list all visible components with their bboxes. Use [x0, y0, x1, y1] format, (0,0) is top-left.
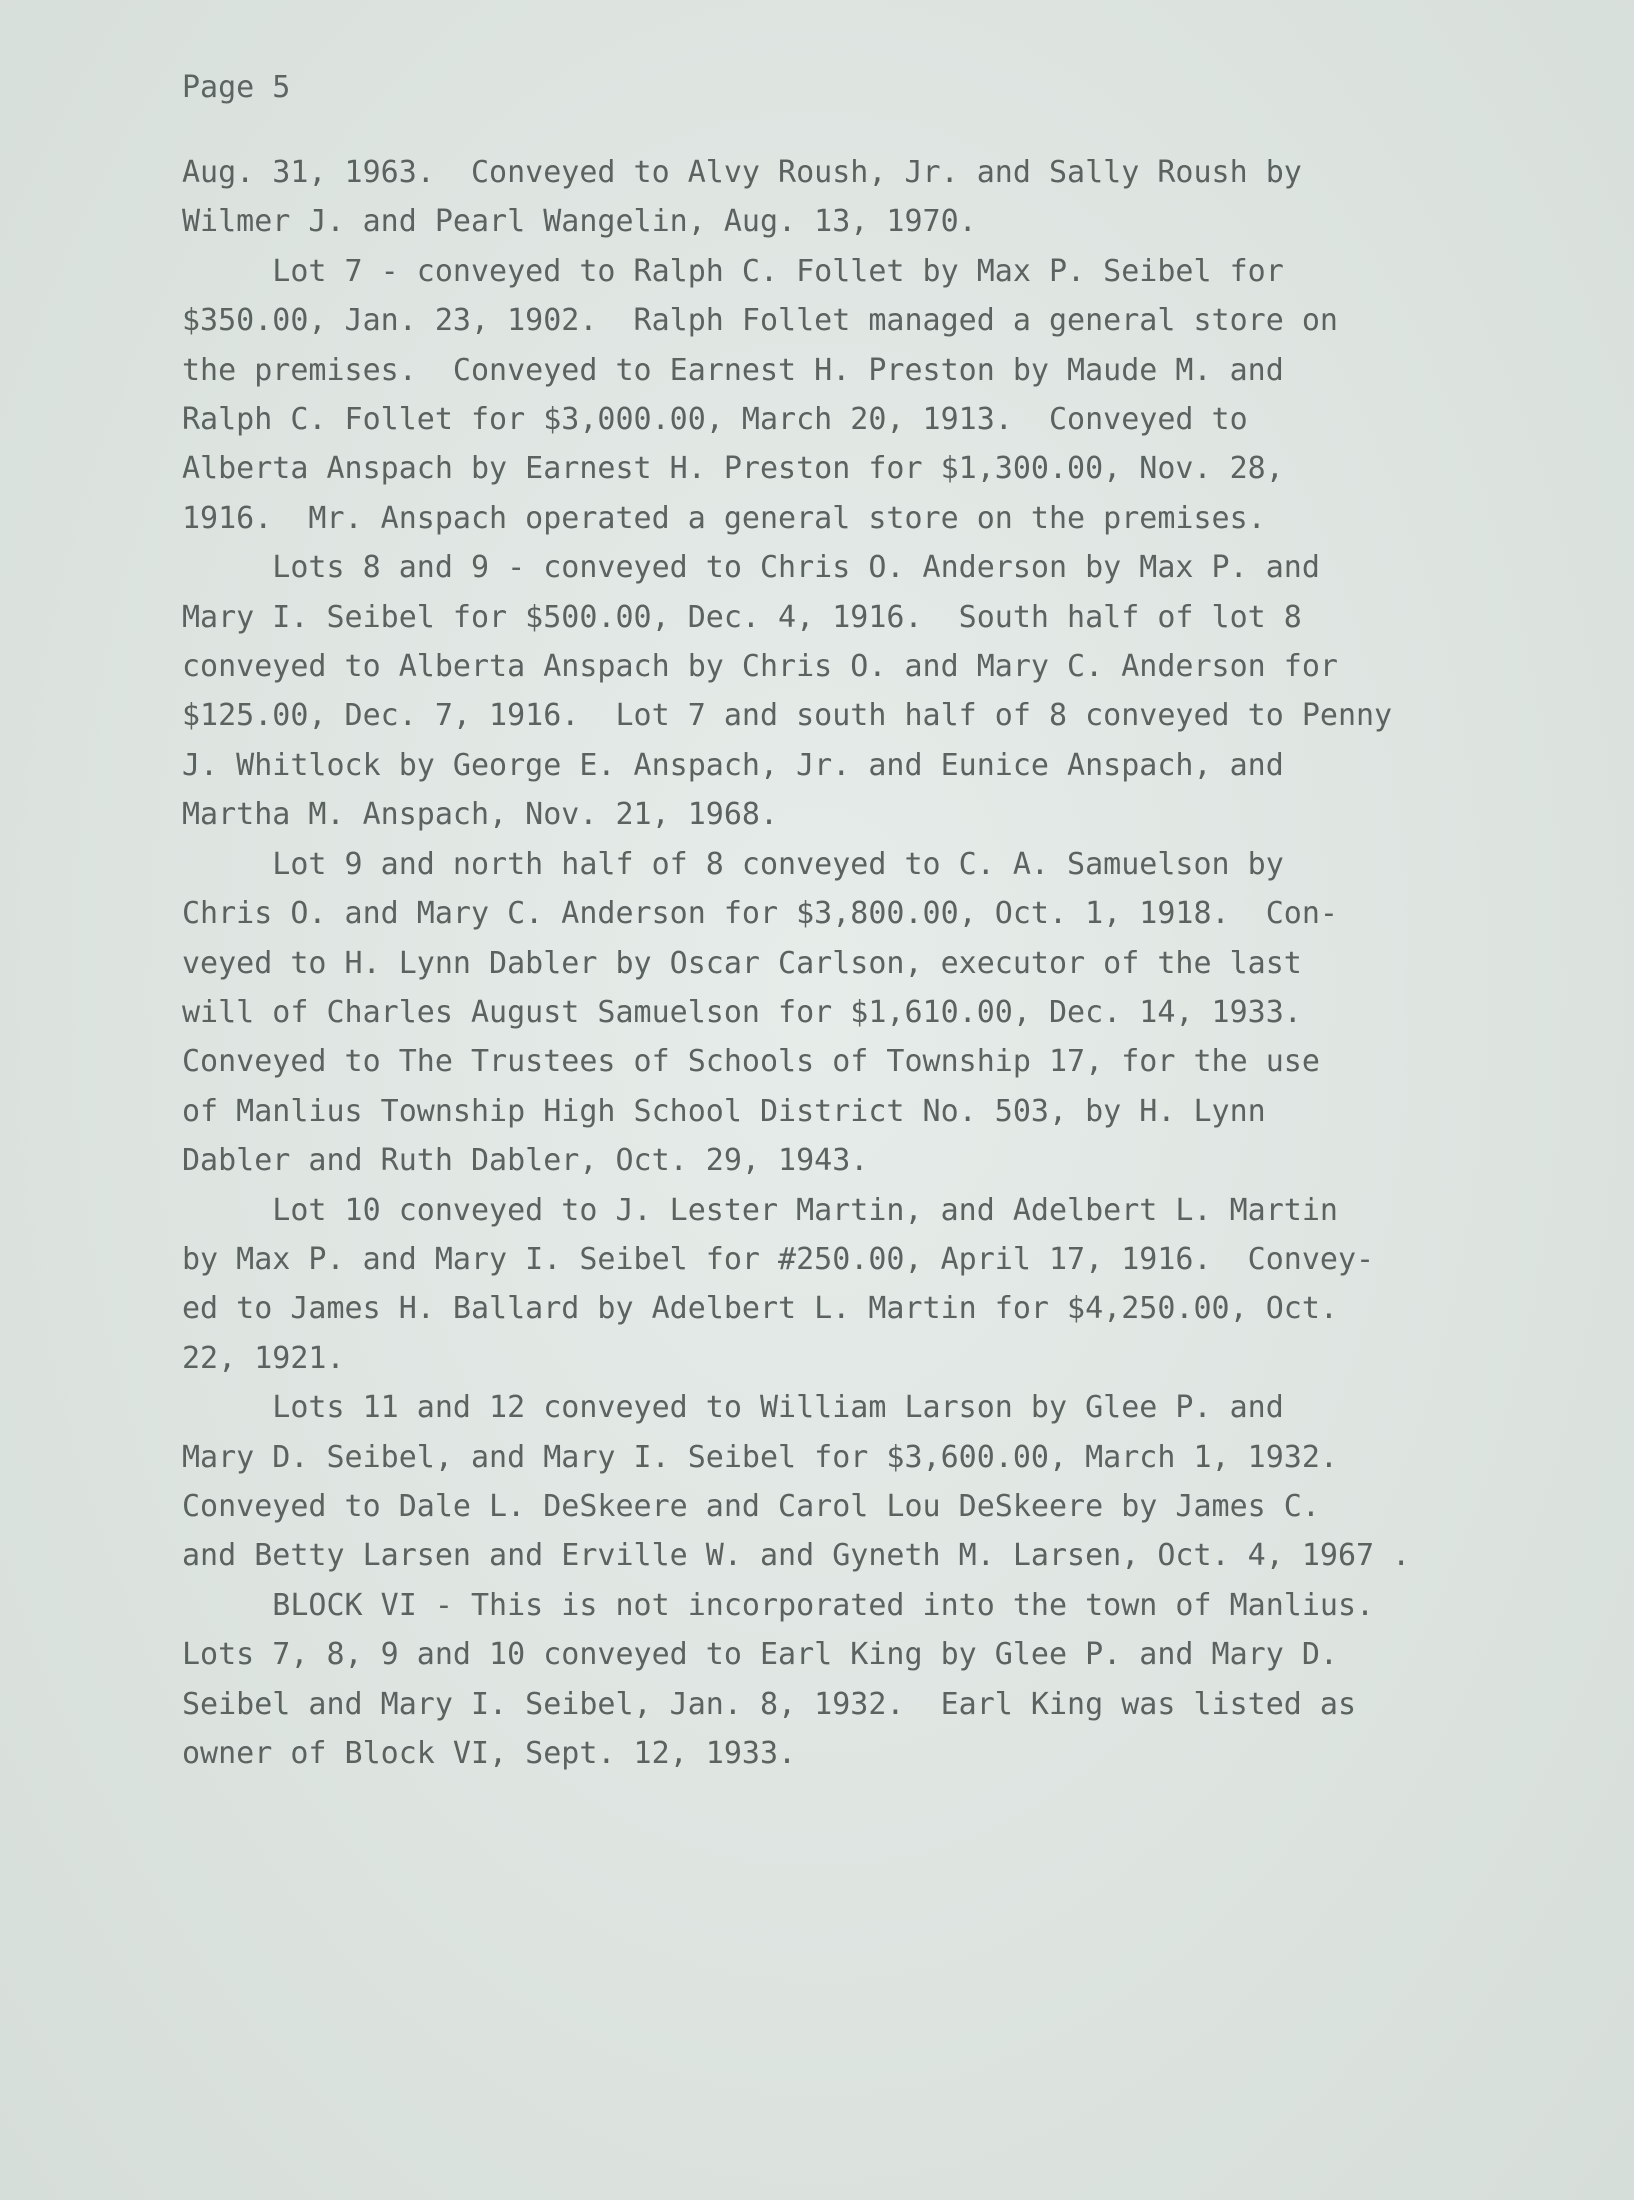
text-line: Lot 9 and north half of 8 conveyed to C. A. Samuelson by	[182, 846, 1284, 882]
text-line: Martha M. Anspach, Nov. 21, 1968.	[182, 797, 779, 833]
text-line: by Max P. and Mary I. Seibel for #250.00, April 17, 1916. Convey-	[182, 1241, 1375, 1277]
text-line: will of Charles August Samuelson for $1,610.00, Dec. 14, 1933.	[182, 994, 1302, 1030]
document-body	[182, 148, 1482, 1778]
text-line: Alberta Anspach by Earnest H. Preston for $1,300.00, Nov. 28,	[182, 451, 1284, 487]
text-line: Conveyed to Dale L. DeSkeere and Carol Lou DeSkeere by James C.	[182, 1488, 1320, 1524]
text-line: Seibel and Mary I. Seibel, Jan. 8, 1932. Earl King was listed as	[182, 1686, 1356, 1722]
text-line: Lot 10 conveyed to J. Lester Martin, and Adelbert L. Martin	[182, 1192, 1338, 1228]
text-line: of Manlius Township High School District No. 503, by H. Lynn	[182, 1093, 1266, 1129]
text-line: Chris O. and Mary C. Anderson for $3,800.00, Oct. 1, 1918. Con-	[182, 896, 1338, 932]
text-line: 22, 1921.	[182, 1340, 345, 1376]
text-line: Mary I. Seibel for $500.00, Dec. 4, 1916. South half of lot 8	[182, 599, 1302, 635]
text-line: BLOCK VI - This is not incorporated into the town of Manlius.	[182, 1587, 1375, 1623]
text-line: and Betty Larsen and Erville W. and Gyneth M. Larsen, Oct. 4, 1967 .	[182, 1538, 1411, 1574]
text-line: Lots 11 and 12 conveyed to William Larson by Glee P. and	[182, 1390, 1284, 1426]
text-line: Wilmer J. and Pearl Wangelin, Aug. 13, 1970.	[182, 204, 977, 240]
text-line: Aug. 31, 1963. Conveyed to Alvy Roush, Jr. and Sally Roush by	[182, 155, 1302, 190]
text-line: 1916. Mr. Anspach operated a general store on the premises.	[182, 500, 1266, 536]
text-line: veyed to H. Lynn Dabler by Oscar Carlson, executor of the last	[182, 945, 1302, 981]
text-line: Mary D. Seibel, and Mary I. Seibel for $3,600.00, March 1, 1932.	[182, 1439, 1338, 1475]
text-line: Lot 7 - conveyed to Ralph C. Follet by Max P. Seibel for	[182, 253, 1284, 289]
text-line: ed to James H. Ballard by Adelbert L. Martin for $4,250.00, Oct.	[182, 1291, 1338, 1327]
text-line: Dabler and Ruth Dabler, Oct. 29, 1943.	[182, 1143, 869, 1179]
text-line: owner of Block VI, Sept. 12, 1933.	[182, 1736, 797, 1771]
text-line: Lots 7, 8, 9 and 10 conveyed to Earl King by Glee P. and Mary D.	[182, 1637, 1338, 1673]
text-line: Ralph C. Follet for $3,000.00, March 20, 1913. Conveyed to	[182, 402, 1248, 438]
text-line: Conveyed to The Trustees of Schools of Township 17, for the use	[182, 1044, 1320, 1080]
text-line: J. Whitlock by George E. Anspach, Jr. and Eunice Anspach, and	[182, 747, 1284, 783]
text-line: Lots 8 and 9 - conveyed to Chris O. Anderson by Max P. and	[182, 550, 1320, 586]
text-line: conveyed to Alberta Anspach by Chris O. and Mary C. Anderson for	[182, 649, 1338, 685]
text-line: $350.00, Jan. 23, 1902. Ralph Follet managed a general store on	[182, 303, 1338, 339]
page-number: Page 5	[182, 70, 291, 105]
text-line: $125.00, Dec. 7, 1916. Lot 7 and south half of 8 conveyed to Penny	[182, 698, 1393, 734]
text-line: the premises. Conveyed to Earnest H. Preston by Maude M. and	[182, 352, 1284, 388]
